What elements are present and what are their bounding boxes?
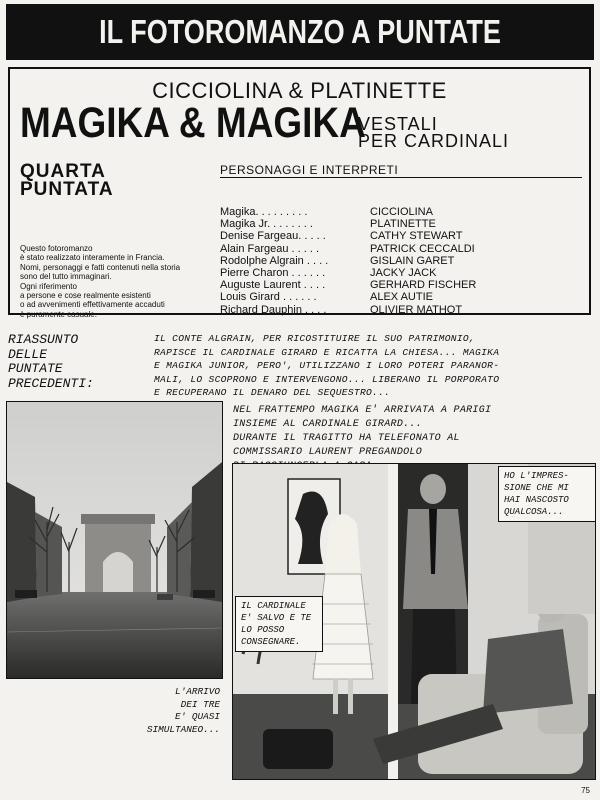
caption-line: SIMULTANEO...: [146, 723, 220, 735]
page-number: 75: [581, 786, 590, 795]
disclaimer-line: o ad avvenimenti effettivamente accaduti: [20, 300, 165, 310]
disclaimer-line: sono del tutto immaginari.: [20, 272, 112, 282]
cast-role: Alain Fargeau . . . . .: [220, 242, 320, 255]
caption-line: L'ARRIVO: [174, 686, 220, 697]
bubble-line: HO L'IMPRES-: [504, 471, 569, 481]
recap-heading-line: DELLE: [8, 346, 48, 362]
bubble-line: IL CARDINALE: [241, 601, 306, 611]
cast-actor: GERHARD FISCHER: [370, 279, 477, 292]
recap-line: IL CONTE ALGRAIN, PER RICOSTITUIRE IL SUO PATRIMONIO,: [154, 333, 476, 344]
caption-line: E' QUASI: [174, 711, 220, 723]
cast-actor: JACKY JACK: [370, 267, 437, 280]
cast-role: Magika Jr. . . . . . . .: [220, 218, 313, 231]
cast-actor: ALEX AUTIE: [370, 291, 433, 304]
vestali-line-1: VESTALI: [358, 114, 438, 134]
recap-line: E MAGIKA JUNIOR, PERO', UTILIZZANO I LORO POTERI PARANOR-: [154, 360, 500, 372]
cast-role: Denise Fargeau. . . . .: [220, 230, 326, 243]
cast-row: [220, 255, 580, 267]
cast-heading: PERSONAGGI E INTERPRETI: [220, 163, 399, 177]
disclaimer-line: è puramente casuale.: [20, 309, 97, 319]
bubble-line: LO POSSO: [241, 625, 285, 635]
banner-title: IL FOTOROMANZO A PUNTATE: [99, 13, 501, 50]
recap-text: [154, 332, 594, 400]
header-subtitle: CICCIOLINA & PLATINETTE: [152, 78, 447, 103]
cast-actor: CATHY STEWART: [370, 230, 463, 243]
title-box: [8, 67, 591, 319]
recap-line: MALI, LO SCOPRONO E INTERVENGONO... LIBERANO IL PORPORATO: [154, 373, 500, 385]
bubble-line: QUALCOSA...: [504, 507, 564, 517]
caption-line: DURANTE IL TRAGITTO HA TELEFONATO AL: [233, 433, 460, 444]
page-banner: [6, 4, 594, 60]
episode-label: [20, 163, 114, 199]
arrival-caption: [118, 686, 220, 736]
cast-actor: GISLAIN GARET: [370, 254, 455, 267]
recap-heading: [8, 333, 94, 391]
disclaimer-line: a persone e cose realmente esistenti: [20, 291, 151, 301]
recap-line: RAPISCE IL CARDINALE GIRARD E RICATTA LA CHIESA... MAGIKA: [154, 346, 500, 358]
cast-role: Louis Girard . . . . . .: [220, 291, 317, 304]
caption-line: DEI TRE: [180, 698, 220, 710]
recap-line: E RECUPERANO IL DENARO DEL SEQUESTRO...: [154, 387, 391, 399]
cast-row: [220, 279, 580, 291]
puntata-line-2: PUNTATA: [20, 179, 114, 200]
bubble-line: E' SALVO E TE: [241, 613, 312, 623]
caption-line: NEL FRATTEMPO MAGIKA E' ARRIVATA A PARIGI: [233, 405, 492, 416]
disclaimer-line: Nomi, personaggi e fatti contenuti nella storia: [20, 262, 181, 272]
recap-heading-line: RIASSUNTO: [8, 332, 79, 347]
vestali-line-2: PER CARDINALI: [358, 131, 510, 151]
disclaimer-line: Questo fotoromanzo: [20, 244, 93, 253]
arc-de-triomphe-illustration: [7, 402, 222, 678]
bubble-line: SIONE CHE MI: [504, 483, 569, 493]
caption-line: INSIEME AL CARDINALE GIRARD...: [233, 419, 423, 430]
header-title: MAGIKA & MAGIKA: [20, 99, 366, 147]
speech-bubble-right: [498, 466, 596, 522]
cast-row: [220, 291, 580, 303]
cast-role: Pierre Charon . . . . . .: [220, 267, 326, 280]
cast-role: Rodolphe Algrain . . . .: [220, 254, 329, 267]
cast-row: [220, 218, 580, 230]
header-vestali: [358, 116, 509, 150]
cast-actor: PLATINETTE: [370, 218, 436, 231]
bubble-line: HAI NASCOSTO: [504, 495, 569, 505]
cast-role: Auguste Laurent . . . .: [220, 279, 326, 292]
cast-row: [220, 206, 580, 218]
recap-heading-line: PRECEDENTI:: [8, 375, 94, 391]
cast-actor: OLIVIER MATHOT: [370, 303, 463, 316]
cast-row: [220, 243, 580, 255]
cast-role: Magika. . . . . . . . .: [220, 206, 308, 218]
cast-row: [220, 230, 580, 242]
caption-line: COMMISSARIO LAURENT PREGANDOLO: [233, 447, 423, 458]
cast-divider: [220, 177, 582, 178]
bubble-line: CONSEGNARE.: [241, 637, 301, 647]
disclaimer-line: Ogni riferimento: [20, 281, 77, 291]
cast-row: [220, 304, 580, 316]
speech-bubble-left: [235, 596, 323, 652]
cast-row: [220, 267, 580, 279]
disclaimer-line: è stato realizzato interamente in Francia.: [20, 253, 165, 263]
cast-role: Richard Dauphin . . . .: [220, 303, 327, 316]
disclaimer: [20, 244, 220, 319]
photo-arc-de-triomphe: [6, 401, 223, 679]
cast-list: [220, 206, 580, 316]
recap-heading-line: PUNTATE: [8, 361, 63, 376]
puntata-line-1: QUARTA: [20, 161, 106, 182]
cast-actor: PATRICK CECCALDI: [370, 242, 475, 255]
cast-actor: CICCIOLINA: [370, 206, 433, 218]
